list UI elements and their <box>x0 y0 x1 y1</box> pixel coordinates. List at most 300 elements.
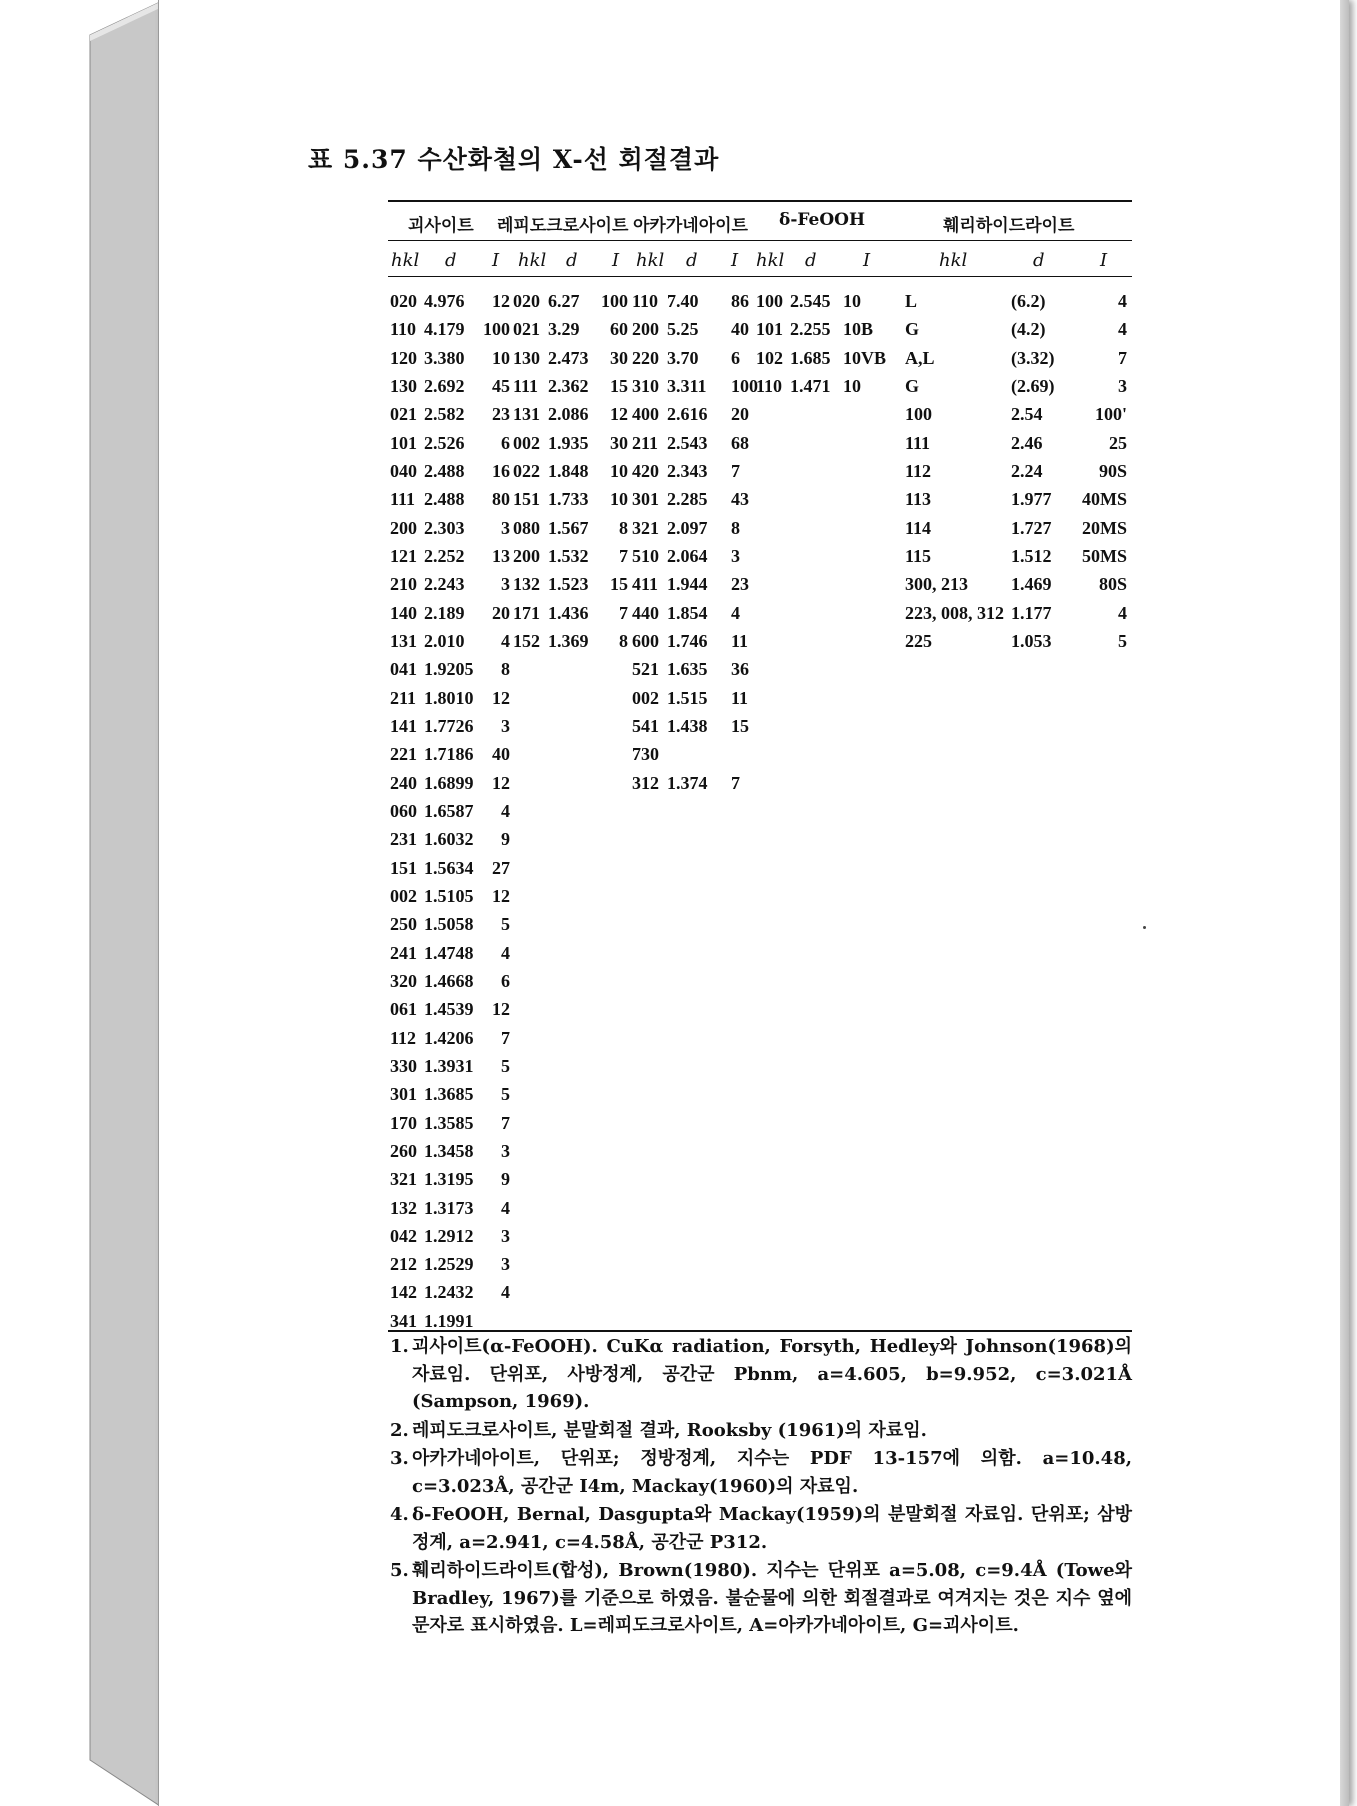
table-cell: 1.523 <box>548 574 589 595</box>
table-cell: 30 <box>610 347 628 368</box>
table-cell: (4.2) <box>1011 319 1046 340</box>
table-cell: 8 <box>501 659 510 680</box>
table-cell: 1.685 <box>790 347 831 368</box>
table-cell: 20 <box>731 404 749 425</box>
table-cell: 110 <box>632 291 659 311</box>
table-cell: 1.6032 <box>424 829 474 850</box>
table-cell: 1.512 <box>1011 545 1052 566</box>
table-cell: 730 <box>632 744 659 765</box>
table-cell: 3 <box>501 715 510 736</box>
table-cell: 8 <box>619 517 628 538</box>
table-cell: 1.8010 <box>424 687 474 708</box>
table-cell: 5 <box>1118 630 1127 651</box>
table-cell: 1.438 <box>667 715 708 736</box>
table-cell: 130 <box>513 347 540 368</box>
lepidocrocite-i-column <box>596 287 628 655</box>
table-cell: 10VB <box>843 347 887 368</box>
table-cell: 1.469 <box>1011 574 1052 595</box>
header-delta-feooh: δ-FeOOH <box>779 210 866 230</box>
table-cell: 112 <box>905 460 932 481</box>
table-cell: 9 <box>501 1169 510 1190</box>
table-cell: 40 <box>492 744 510 765</box>
table-cell: 200 <box>632 319 659 340</box>
table-cell: 2.526 <box>424 432 465 453</box>
table-cell: 1.3195 <box>424 1169 474 1190</box>
table-cell: (6.2) <box>1011 291 1046 311</box>
subheader-hkl: hkl <box>636 250 665 271</box>
table-cell: 312 <box>632 772 659 793</box>
table-cell: 110 <box>390 319 417 340</box>
table-cell: 4 <box>1118 319 1127 340</box>
table-cell: 4 <box>1118 602 1127 623</box>
table-cell: 68 <box>731 432 749 453</box>
table-cell: 040 <box>390 460 417 481</box>
table-cell: 1.5105 <box>424 885 474 906</box>
table-cell: 3.311 <box>667 375 707 396</box>
subheader-hkl: hkl <box>756 250 785 271</box>
table-cell: 2.086 <box>548 404 589 425</box>
table-cell: 25 <box>1109 432 1127 453</box>
table-cell: 1.374 <box>667 772 708 793</box>
table-cell: 321 <box>390 1169 417 1190</box>
table-cell: 200 <box>513 545 540 566</box>
subheader-i: I <box>731 250 739 271</box>
table-cell: 4.976 <box>424 291 465 311</box>
table-cell: 225 <box>905 630 932 651</box>
table-cell: 50MS <box>1082 545 1127 566</box>
table-cell: 310 <box>632 375 659 396</box>
table-cell: 4 <box>501 800 510 821</box>
table-cell: 022 <box>513 460 540 481</box>
subheader-hkl: hkl <box>939 250 968 271</box>
table-cell: 301 <box>632 489 659 510</box>
table-cell: 3 <box>1118 375 1127 396</box>
table-cell: 1.567 <box>548 517 589 538</box>
table-cell: A,L <box>905 347 935 368</box>
table-cell: 113 <box>905 489 932 510</box>
table-cell: 061 <box>390 999 417 1020</box>
table-cell: 210 <box>390 574 417 595</box>
table-cell: 1.4539 <box>424 999 474 1020</box>
table-cell: 170 <box>390 1112 417 1133</box>
note-5 <box>390 1557 1132 1640</box>
table-cell: 27 <box>492 857 510 878</box>
table-cell: 1.2432 <box>424 1282 474 1303</box>
table-cell: 12 <box>610 404 628 425</box>
table-cell: 2.616 <box>667 404 708 425</box>
table-cell: 40 <box>731 319 749 340</box>
table-cell: 4 <box>501 1197 510 1218</box>
table-cell: 15 <box>731 715 749 736</box>
note-text: 아카가네아이트, 단위포; 정방정계, 지수는 PDF 13-157에 의함. a=10.48, c=3.023Å, 공간군 I4m, Mackay(1960)의 자료임. <box>412 1448 1132 1497</box>
akaganeite-i-column <box>731 287 758 797</box>
table-cell: 1.2529 <box>424 1254 474 1275</box>
table-cell: 4 <box>1118 291 1127 311</box>
subheader-hkl: hkl <box>391 250 420 271</box>
table-cell: 131 <box>390 630 417 651</box>
note-text: δ-FeOOH, Bernal, Dasgupta와 Mackay(1959)의 분말회절 자료임. 단위포; 삼방정계, a=2.941, c=4.58Å, 공간군 P312. <box>412 1504 1132 1553</box>
table-cell <box>731 740 758 768</box>
table-cell: 152 <box>513 630 540 651</box>
table-cell: 6 <box>501 432 510 453</box>
table-cell: 1.532 <box>548 545 589 566</box>
table-cell: 10 <box>610 489 628 510</box>
table-cell: 1.1991 <box>424 1310 474 1331</box>
table-cell: 200 <box>390 517 417 538</box>
book-spine <box>0 0 160 1806</box>
table-cell: 1.977 <box>1011 489 1052 510</box>
subheader-hkl: hkl <box>518 250 547 271</box>
table-cell: 300, 213 <box>905 574 968 595</box>
table-cell: 2.46 <box>1011 432 1043 453</box>
table-cell: 2.064 <box>667 545 708 566</box>
table-cell: 240 <box>390 772 417 793</box>
table-cell: G <box>905 375 920 396</box>
table-cell: 140 <box>390 602 417 623</box>
table-cell: 2.255 <box>790 319 831 340</box>
lepidocrocite-d-column <box>548 287 589 655</box>
table-cell: 1.635 <box>667 659 708 680</box>
table-cell: 10 <box>843 375 861 396</box>
page-edge <box>1340 0 1349 1806</box>
table-cell: 115 <box>905 545 932 566</box>
table-cell: 4 <box>501 630 510 651</box>
table-cell: 420 <box>632 460 659 481</box>
table-cell: 20MS <box>1082 517 1127 538</box>
table-cell: 45 <box>492 375 510 396</box>
header-rule <box>388 240 1132 241</box>
table-cell: 320 <box>390 970 417 991</box>
ferrihydrite-i-column <box>1072 287 1127 655</box>
akaganeite-d-column <box>667 287 708 797</box>
delta-feooh-i-column <box>843 287 886 400</box>
table-cell: 2.54 <box>1011 404 1043 425</box>
goethite-hkl-column <box>390 287 417 1335</box>
table-cell: 1.5634 <box>424 857 474 878</box>
header-ferrihydrite: 훼리하이드라이트 <box>943 216 1075 236</box>
table-cell: 1.935 <box>548 432 589 453</box>
table-cell: 111 <box>390 489 416 510</box>
table-cell: (2.69) <box>1011 375 1055 396</box>
table-cell: 6 <box>731 347 740 368</box>
table-cell: 23 <box>731 574 749 595</box>
table-cell: 142 <box>390 1282 417 1303</box>
table-cell: 220 <box>632 347 659 368</box>
table-cell: 90S <box>1098 460 1127 481</box>
table-cell <box>667 740 708 768</box>
subheader-i: I <box>492 250 500 271</box>
table-cell: 10 <box>843 291 861 311</box>
table-cell: 100 <box>905 404 932 425</box>
table-cell: 114 <box>905 517 932 538</box>
table-cell: 2.343 <box>667 460 708 481</box>
table-cell: 2.545 <box>790 291 831 311</box>
table-cell: 411 <box>632 574 659 595</box>
table-cell: 7 <box>501 1112 510 1133</box>
note-text: 괴사이트(α-FeOOH). CuKα radiation, Forsyth, Hedley와 Johnson(1968)의 자료임. 단위포, 사방정계, 공간군 Pbnm, a=4.605, b=9.952, c=3.021Å (Sampson, 1969). <box>412 1336 1132 1412</box>
table-cell: 1.7186 <box>424 744 474 765</box>
table-cell: 2.582 <box>424 404 465 425</box>
subheader-d: d <box>805 250 817 271</box>
subheader-i: I <box>1100 250 1108 271</box>
table-cell: L <box>905 291 918 311</box>
table-cell: 11 <box>731 687 749 708</box>
table-cell: 16 <box>492 460 510 481</box>
table-cell: 40MS <box>1082 489 1127 510</box>
table-cell: 7 <box>501 1027 510 1048</box>
akaganeite-hkl-column <box>632 287 659 797</box>
table-cell: 080 <box>513 517 540 538</box>
note-text: 레피도크로사이트, 분말회절 결과, Rooksby (1961)의 자료임. <box>412 1419 927 1441</box>
table-cell: 12 <box>492 687 510 708</box>
table-cell: 1.3173 <box>424 1197 474 1218</box>
table-cell: 1.2912 <box>424 1225 474 1246</box>
table-cell: 111 <box>905 432 931 453</box>
table-cell: 021 <box>390 404 417 425</box>
table-cell: 5 <box>501 1084 510 1105</box>
table-cell: 020 <box>513 291 540 311</box>
table-cell: 10 <box>492 347 510 368</box>
table-cell: 7 <box>1118 347 1127 368</box>
header-akaganeite: 아카가네아이트 <box>633 216 748 236</box>
ferrihydrite-d-column <box>1011 287 1055 655</box>
table-cell: 1.177 <box>1011 602 1052 623</box>
table-title: 표 5.37 수산화철의 X-선 회절결과 <box>308 145 720 174</box>
table-cell: 120 <box>390 347 417 368</box>
delta-feooh-d-column <box>790 287 831 400</box>
table-cell: 3 <box>501 1254 510 1275</box>
table-cell: 23 <box>492 404 510 425</box>
table-cell: 86 <box>731 291 749 311</box>
table-cell: 1.944 <box>667 574 708 595</box>
table-cell: 2.543 <box>667 432 708 453</box>
table-cell: 3.29 <box>548 319 580 340</box>
table-cell: 101 <box>390 432 417 453</box>
table-cell: 541 <box>632 715 659 736</box>
table-cell: 3 <box>501 1140 510 1161</box>
table-cell: 1.848 <box>548 460 589 481</box>
table-cell: 1.471 <box>790 375 831 396</box>
table-cell: 5 <box>501 914 510 935</box>
table-cell: 4.179 <box>424 319 465 340</box>
table-cell: 7 <box>619 602 628 623</box>
header-lepidocrocite: 레피도크로사이트 <box>497 216 629 236</box>
table-cell: 2.692 <box>424 375 465 396</box>
table-cell: 060 <box>390 800 417 821</box>
subheader-i: I <box>863 250 871 271</box>
table-cell: 212 <box>390 1254 417 1275</box>
table-cell: 7 <box>731 460 740 481</box>
table-cell <box>480 1307 510 1335</box>
note-number: 3. <box>390 1448 409 1469</box>
table-cell: 1.6587 <box>424 800 474 821</box>
table-cell: 6.27 <box>548 291 580 311</box>
table-cell: 12 <box>492 772 510 793</box>
table-cell: 250 <box>390 914 417 935</box>
table-cell: 3.380 <box>424 347 465 368</box>
table-cell: 301 <box>390 1084 417 1105</box>
table-cell: 1.733 <box>548 489 589 510</box>
table-cell: 11 <box>731 630 749 651</box>
table-cell: 5.25 <box>667 319 699 340</box>
table-cell: 020 <box>390 291 417 311</box>
table-notes <box>390 1333 1132 1641</box>
table-cell: 400 <box>632 404 659 425</box>
table-cell: 130 <box>390 375 417 396</box>
table-cell: 510 <box>632 545 659 566</box>
table-cell: 2.189 <box>424 602 465 623</box>
table-cell: 223, 008, 312 <box>905 602 1004 623</box>
lepidocrocite-hkl-column <box>513 287 540 655</box>
table-cell: 3 <box>501 517 510 538</box>
table-cell: 151 <box>513 489 540 510</box>
table-cell: 1.369 <box>548 630 589 651</box>
table-cell: 3 <box>731 545 740 566</box>
table-cell: 100 <box>601 291 628 311</box>
table-cell: 111 <box>513 375 539 396</box>
table-cell: 1.746 <box>667 630 708 651</box>
table-cell: 211 <box>632 432 659 453</box>
table-top-rule <box>388 200 1132 202</box>
table-cell: 1.727 <box>1011 517 1052 538</box>
table-cell: 101 <box>756 319 783 340</box>
table-cell: 12 <box>492 291 510 311</box>
table-cell: 100 <box>731 375 758 396</box>
table-cell: 4 <box>731 602 740 623</box>
goethite-i-column <box>480 287 510 1335</box>
subheader-d: d <box>686 250 698 271</box>
table-cell: 2.473 <box>548 347 589 368</box>
table-cell: 1.4206 <box>424 1027 474 1048</box>
table-cell: 1.4748 <box>424 942 474 963</box>
table-cell: 041 <box>390 659 417 680</box>
subheader-i: I <box>612 250 620 271</box>
table-cell: 2.097 <box>667 517 708 538</box>
table-cell: 211 <box>390 687 417 708</box>
table-cell: 1.9205 <box>424 659 474 680</box>
table-cell: 241 <box>390 942 417 963</box>
table-cell: 002 <box>390 885 417 906</box>
table-cell: 151 <box>390 857 417 878</box>
speck <box>1143 926 1146 929</box>
table-cell: 132 <box>513 574 540 595</box>
table-cell: (3.32) <box>1011 347 1055 368</box>
table-cell: 600 <box>632 630 659 651</box>
table-cell: 60 <box>610 319 628 340</box>
table-cell: 9 <box>501 829 510 850</box>
note-2 <box>390 1417 1132 1445</box>
table-cell: 1.5058 <box>424 914 474 935</box>
table-cell: 1.3931 <box>424 1055 474 1076</box>
table-cell: 330 <box>390 1055 417 1076</box>
table-cell: 1.854 <box>667 602 708 623</box>
note-text: 훼리하이드라이트(합성), Brown(1980). 지수는 단위포 a=5.08, c=9.4Å (Towe와 Bradley, 1967)를 기준으로 하였음. 불순물에 의한 회절결과로 여겨지는 것은 지수 옆에 문자로 표시하였음. L=레피도크로사이트, A=아카가네아이트, G=괴사이트. <box>412 1560 1132 1636</box>
note-3 <box>390 1445 1132 1500</box>
table-cell: 6 <box>501 970 510 991</box>
table-cell: 121 <box>390 545 417 566</box>
table-cell: 221 <box>390 744 417 765</box>
table-cell: 2.24 <box>1011 460 1043 481</box>
subheader-d: d <box>445 250 457 271</box>
table-cell: 141 <box>390 715 417 736</box>
table-cell: 100 <box>756 291 783 311</box>
subheader-d: d <box>1033 250 1045 271</box>
table-cell: G <box>905 319 920 340</box>
note-1 <box>390 1333 1132 1416</box>
header-goethite: 괴사이트 <box>408 216 474 236</box>
table-cell: 521 <box>632 659 659 680</box>
table-cell: 3.70 <box>667 347 699 368</box>
table-cell: 13 <box>492 545 510 566</box>
note-number: 2. <box>390 1419 409 1441</box>
table-cell: 110 <box>756 375 783 396</box>
table-cell: 4 <box>501 942 510 963</box>
table-cell: 321 <box>632 517 659 538</box>
table-cell: 7 <box>619 545 628 566</box>
table-cell: 1.053 <box>1011 630 1052 651</box>
table-cell: 4 <box>501 1282 510 1303</box>
table-cell: 15 <box>610 574 628 595</box>
table-cell: 1.4668 <box>424 970 474 991</box>
table-cell: 002 <box>632 687 659 708</box>
table-cell: 7.40 <box>667 291 699 311</box>
table-cell: 1.515 <box>667 687 708 708</box>
table-cell: 2.285 <box>667 489 708 510</box>
table-cell: 5 <box>501 1055 510 1076</box>
table-cell: 8 <box>731 517 740 538</box>
table-cell: 3 <box>501 574 510 595</box>
table-cell: 80S <box>1098 574 1127 595</box>
table-cell: 231 <box>390 829 417 850</box>
table-cell: 15 <box>610 375 628 396</box>
delta-feooh-hkl-column <box>756 287 783 400</box>
table-cell: 2.362 <box>548 375 589 396</box>
table-cell: 10 <box>610 460 628 481</box>
table-cell: 20 <box>492 602 510 623</box>
table-cell: 80 <box>492 489 510 510</box>
table-cell: 1.436 <box>548 602 589 623</box>
table-cell: 2.243 <box>424 574 465 595</box>
table-cell: 112 <box>390 1027 417 1048</box>
table-cell: 36 <box>731 659 749 680</box>
ferrihydrite-hkl-column <box>905 287 1004 655</box>
table-cell: 1.3458 <box>424 1140 474 1161</box>
table-cell: 1.3685 <box>424 1084 474 1105</box>
table-cell: 1.6899 <box>424 772 474 793</box>
table-cell: 30 <box>610 432 628 453</box>
table-cell: 1.3585 <box>424 1112 474 1133</box>
subheader-d: d <box>566 250 578 271</box>
table-cell: 2.488 <box>424 489 465 510</box>
table-cell: 7 <box>731 772 740 793</box>
table-cell: 021 <box>513 319 540 340</box>
table-cell: 100 <box>483 319 510 340</box>
subheader-rule <box>388 276 1132 277</box>
note-4 <box>390 1501 1132 1556</box>
table-cell: 440 <box>632 602 659 623</box>
table-cell: 2.488 <box>424 460 465 481</box>
table-cell: 12 <box>492 885 510 906</box>
table-cell: 2.010 <box>424 630 465 651</box>
table-cell: 341 <box>390 1310 417 1331</box>
table-cell: 002 <box>513 432 540 453</box>
table-cell: 042 <box>390 1225 417 1246</box>
table-cell: 12 <box>492 999 510 1020</box>
table-cell: 3 <box>501 1225 510 1246</box>
table-cell: 8 <box>619 630 628 651</box>
table-cell: 100' <box>1094 404 1127 425</box>
note-number: 5. <box>390 1560 409 1581</box>
